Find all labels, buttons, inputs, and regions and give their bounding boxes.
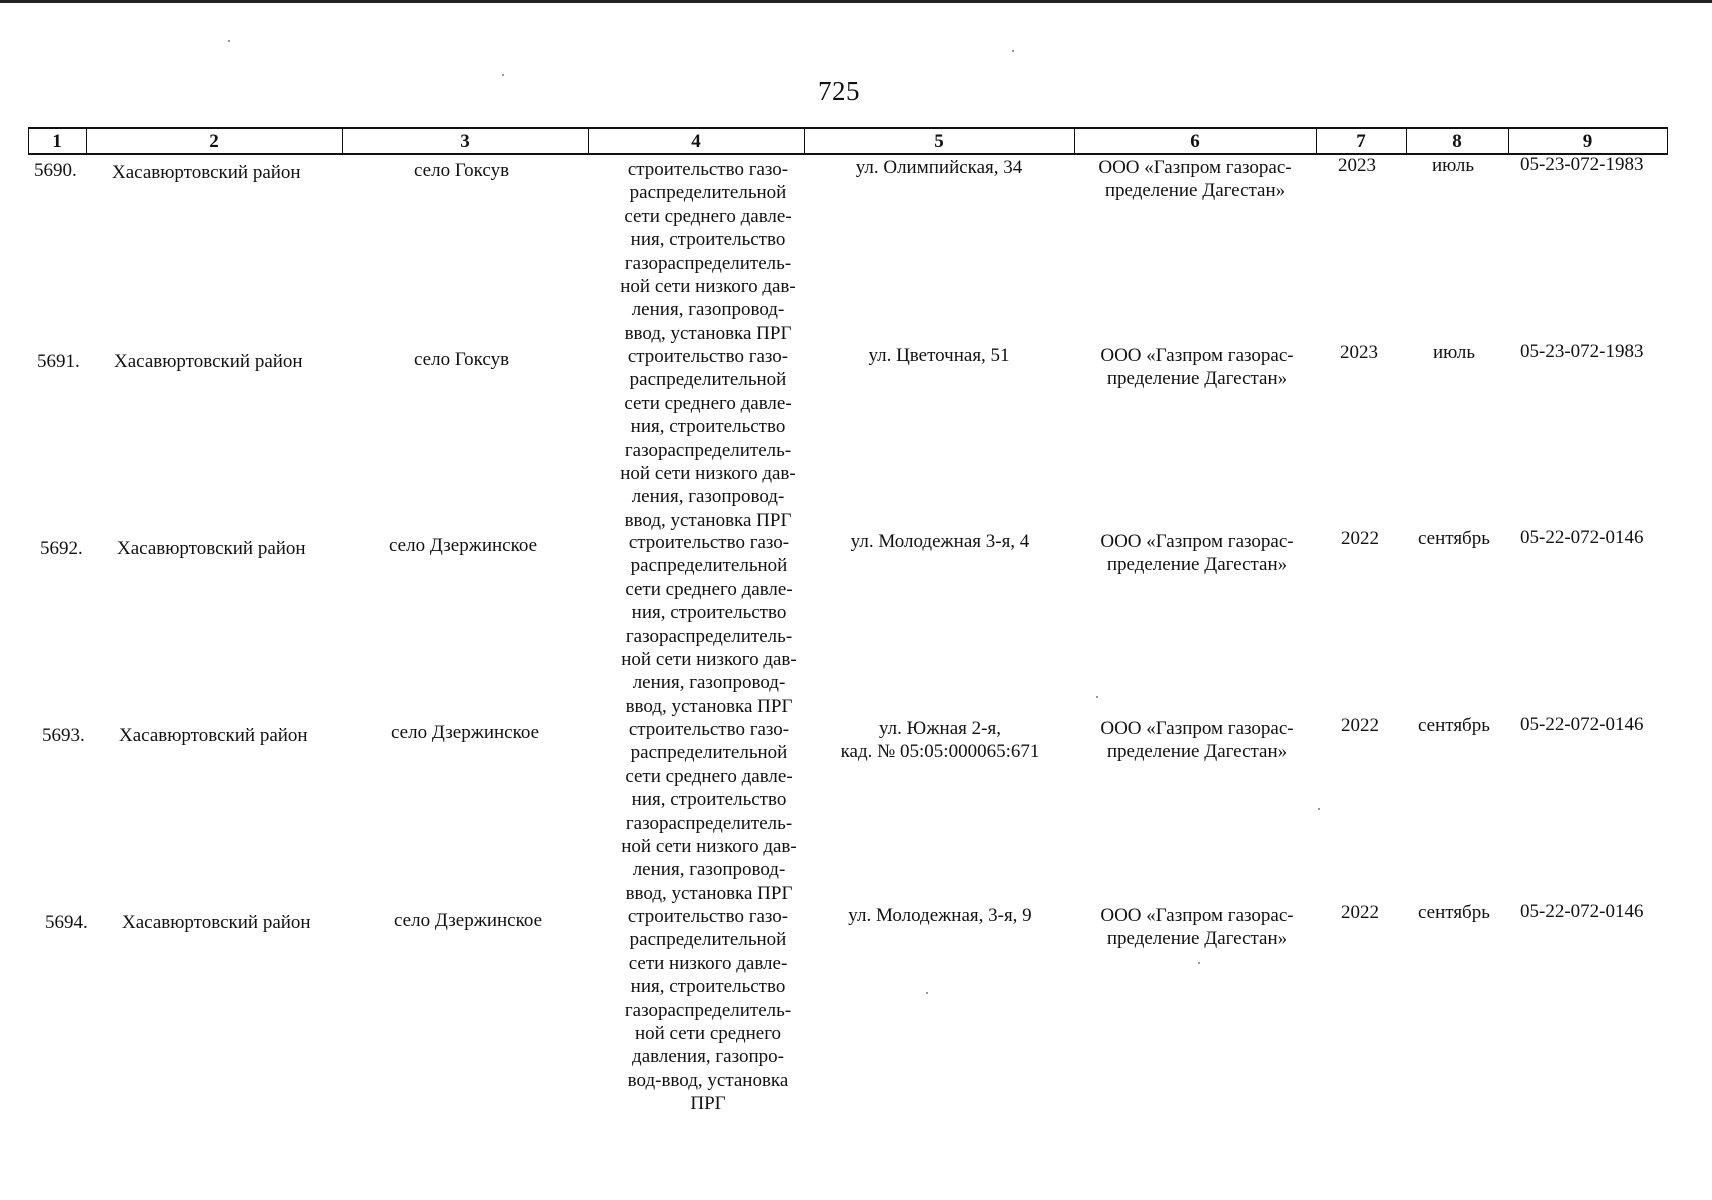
column-header-1: 1 — [52, 131, 62, 152]
column-header-8: 8 — [1452, 131, 1462, 152]
month-cell: июль — [1433, 342, 1476, 363]
code-cell: 05-22-072-0146 — [1520, 901, 1644, 922]
row-number: 5694. — [45, 912, 88, 933]
month-cell: сентябрь — [1418, 715, 1490, 736]
work-description-cell: строительство газо- распределительной сети среднего давле- ния, строительство газораспределитель- ной сети низкого дав- ления, газопровод- ввод, установка ПРГ — [621, 719, 797, 904]
row-number: 5691. — [37, 351, 80, 372]
row-number: 5693. — [42, 725, 85, 746]
scan-speck — [228, 40, 230, 42]
organization-cell: ООО «Газпром газорас- пределение Дагестан» — [1098, 157, 1292, 202]
scan-speck — [502, 74, 504, 76]
scan-speck — [1318, 808, 1320, 810]
scan-speck — [1096, 696, 1098, 698]
row-number: 5692. — [40, 538, 83, 559]
table-header-bottom-rule — [28, 153, 1668, 155]
organization-cell: ООО «Газпром газорас- пределение Дагестан» — [1100, 345, 1294, 390]
column-header-3: 3 — [460, 131, 470, 152]
district-cell: Хасавюртовский район — [122, 912, 311, 933]
scan-speck — [1198, 962, 1200, 964]
column-header-6: 6 — [1190, 131, 1200, 152]
work-description-cell: строительство газо- распределительной сети низкого давле- ния, строительство газораспределитель- ной сети среднего давления, газопро- вод-ввод, установка ПРГ — [624, 906, 792, 1115]
address-cell: ул. Южная 2-я, кад. № 05:05:000065:671 — [840, 718, 1040, 763]
address-cell: ул. Молодежная, 3-я, 9 — [848, 905, 1032, 926]
month-cell: сентябрь — [1418, 902, 1490, 923]
organization-cell: ООО «Газпром газорас- пределение Дагестан» — [1100, 905, 1294, 950]
settlement-cell: село Гоксув — [414, 160, 510, 181]
year-cell: 2023 — [1338, 155, 1376, 176]
settlement-cell: село Дзержинское — [389, 535, 538, 556]
scan-speck — [926, 992, 928, 994]
code-cell: 05-22-072-0146 — [1520, 527, 1644, 548]
settlement-cell: село Дзержинское — [391, 722, 540, 743]
district-cell: Хасавюртовский район — [112, 162, 301, 183]
row-number: 5690. — [34, 160, 77, 181]
address-cell: ул. Молодежная 3-я, 4 — [850, 531, 1030, 552]
code-cell: 05-22-072-0146 — [1520, 714, 1644, 735]
page-number: 725 — [818, 76, 860, 106]
year-cell: 2022 — [1341, 528, 1379, 549]
column-header-2: 2 — [209, 131, 219, 152]
scan-top-edge — [0, 0, 1712, 3]
column-header-9: 9 — [1582, 131, 1593, 152]
column-header-4: 4 — [691, 131, 701, 152]
district-cell: Хасавюртовский район — [119, 725, 308, 746]
organization-cell: ООО «Газпром газорас- пределение Дагестан» — [1100, 531, 1294, 576]
settlement-cell: село Гоксув — [414, 349, 510, 370]
year-cell: 2022 — [1341, 902, 1379, 923]
column-header-5: 5 — [934, 131, 944, 152]
work-description-cell: строительство газо- распределительной сети среднего давле- ния, строительство газораспределитель- ной сети низкого дав- ления, газопровод- ввод, установка ПРГ — [621, 532, 797, 717]
code-cell: 05-23-072-1983 — [1520, 154, 1644, 175]
year-cell: 2023 — [1340, 342, 1378, 363]
column-divider — [1667, 129, 1668, 154]
organization-cell: ООО «Газпром газорас- пределение Дагестан» — [1100, 718, 1294, 763]
address-cell: ул. Цветочная, 51 — [868, 345, 1010, 366]
work-description-cell: строительство газо- распределительной сети среднего давле- ния, строительство газораспределитель- ной сети низкого дав- ления, газопровод- ввод, установка ПРГ — [620, 346, 796, 531]
district-cell: Хасавюртовский район — [117, 538, 306, 559]
district-cell: Хасавюртовский район — [114, 351, 303, 372]
scan-speck — [1012, 50, 1014, 52]
code-cell: 05-23-072-1983 — [1520, 341, 1644, 362]
month-cell: июль — [1432, 155, 1475, 176]
address-cell: ул. Олимпийская, 34 — [855, 157, 1023, 178]
year-cell: 2022 — [1341, 715, 1379, 736]
settlement-cell: село Дзержинское — [394, 910, 543, 931]
work-description-cell: строительство газо- распределительной сети среднего давле- ния, строительство газораспределитель- ной сети низкого дав- ления, газопровод- ввод, установка ПРГ — [620, 159, 796, 344]
column-header-7: 7 — [1356, 131, 1366, 152]
table-header-top-rule — [28, 127, 1668, 129]
month-cell: сентябрь — [1418, 528, 1490, 549]
